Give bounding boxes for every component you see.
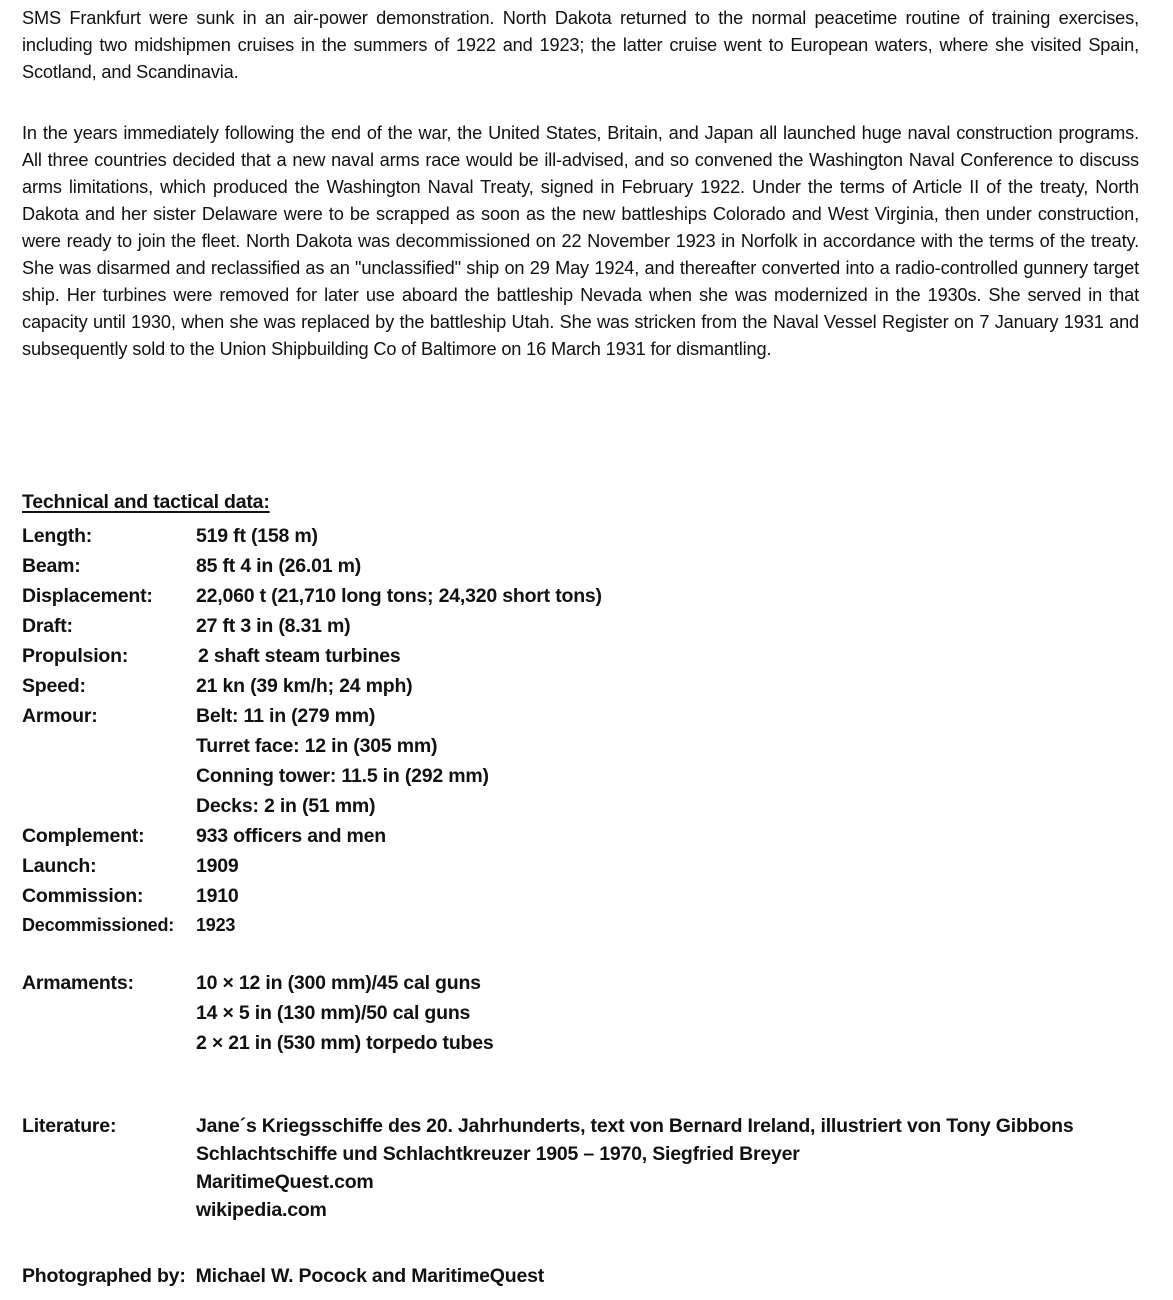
spec-label: Propulsion:	[22, 645, 129, 667]
photo-credit-label: Photographed by:	[22, 1265, 186, 1287]
spec-label: Displacement:	[22, 585, 153, 607]
spec-label: Complement:	[22, 825, 145, 847]
spec-label: Launch:	[22, 855, 97, 877]
literature-item: wikipedia.com	[196, 1199, 327, 1221]
history-paragraph-1: SMS Frankfurt were sunk in an air-power demonstration. North Dakota returned to the normal peacetime routine of training exercises, including two midshipmen cruises in the summers of 1922 and 1923; the latter cruise went to European waters, where she visited Spain, Scotland, and Scandinavia.	[22, 8, 1139, 82]
spec-value: 2 × 21 in (530 mm) torpedo tubes	[196, 1032, 494, 1054]
spec-value: 14 × 5 in (130 mm)/50 cal guns	[196, 1002, 471, 1024]
photo-credit	[22, 1265, 544, 1288]
spec-label: Armaments:	[22, 972, 134, 994]
spec-label: Speed:	[22, 675, 86, 697]
spec-value: 21 kn (39 km/h; 24 mph)	[196, 675, 413, 697]
spec-label: Beam:	[22, 555, 81, 577]
spec-value: 22,060 t (21,710 long tons; 24,320 short tons)	[196, 585, 602, 607]
tech-data-heading: Technical and tactical data:	[22, 491, 270, 513]
spec-value: 1910	[196, 885, 239, 907]
spec-label: Draft:	[22, 615, 73, 637]
spec-label: Commission:	[22, 885, 144, 907]
spec-value: Conning tower: 11.5 in (292 mm)	[196, 765, 489, 787]
spec-value: 1909	[196, 855, 239, 877]
spec-label: Decommissioned:	[22, 915, 175, 935]
spec-value: 519 ft (158 m)	[196, 525, 318, 547]
spec-value: 10 × 12 in (300 mm)/45 cal guns	[196, 972, 481, 994]
spec-label: Armour:	[22, 705, 98, 727]
literature-item: MaritimeQuest.com	[196, 1171, 374, 1193]
spec-value: 85 ft 4 in (26.01 m)	[196, 555, 362, 577]
literature-label: Literature:	[22, 1115, 117, 1137]
literature-item: Schlachtschiffe und Schlachtkreuzer 1905 – 1970, Siegfried Breyer	[196, 1143, 800, 1165]
spec-value: Turret face: 12 in (305 mm)	[196, 735, 438, 757]
spec-value: 27 ft 3 in (8.31 m)	[196, 615, 351, 637]
spec-value: Belt: 11 in (279 mm)	[196, 705, 376, 727]
spec-value: Decks: 2 in (51 mm)	[196, 795, 376, 817]
spec-value: 1923	[196, 915, 236, 935]
spec-label: Length:	[22, 525, 93, 547]
literature-item: Jane´s Kriegsschiffe des 20. Jahrhunderts, text von Bernard Ireland, illustriert von Tony Gibbons	[196, 1115, 1074, 1137]
photo-credit-value: Michael W. Pocock and MaritimeQuest	[195, 1265, 545, 1287]
spec-value: 933 officers and men	[196, 825, 386, 847]
history-paragraph-2: In the years immediately following the end of the war, the United States, Britain, and Japan all launched huge naval construction programs. All three countries decided that a new naval arms race would be ill-advised, and so convened the Washington Naval Conference to discuss arms limitations, which produced the Washington Naval Treaty, signed in February 1922. Under the terms of Article II of the treaty, North Dakota and her sister Delaware were to be scrapped as soon as the new battleships Colorado and West Virginia, then under construction, were ready to join the fleet. North Dakota was decommissioned on 22 November 1923 in Norfolk in accordance with the terms of the treaty. She was disarmed and reclassified as an "unclassified" ship on 29 May 1924, and thereafter converted into a radio-controlled gunnery target ship. Her turbines were removed for later use aboard the battleship Nevada when she was modernized in the 1930s. She served in that capacity until 1930, when she was replaced by the battleship Utah. She was stricken from the Naval Vessel Register on 7 January 1931 and subsequently sold to the Union Shipbuilding Co of Baltimore on 16 March 1931 for dismantling.	[22, 123, 1139, 359]
spec-value: 2 shaft steam turbines	[198, 645, 401, 667]
